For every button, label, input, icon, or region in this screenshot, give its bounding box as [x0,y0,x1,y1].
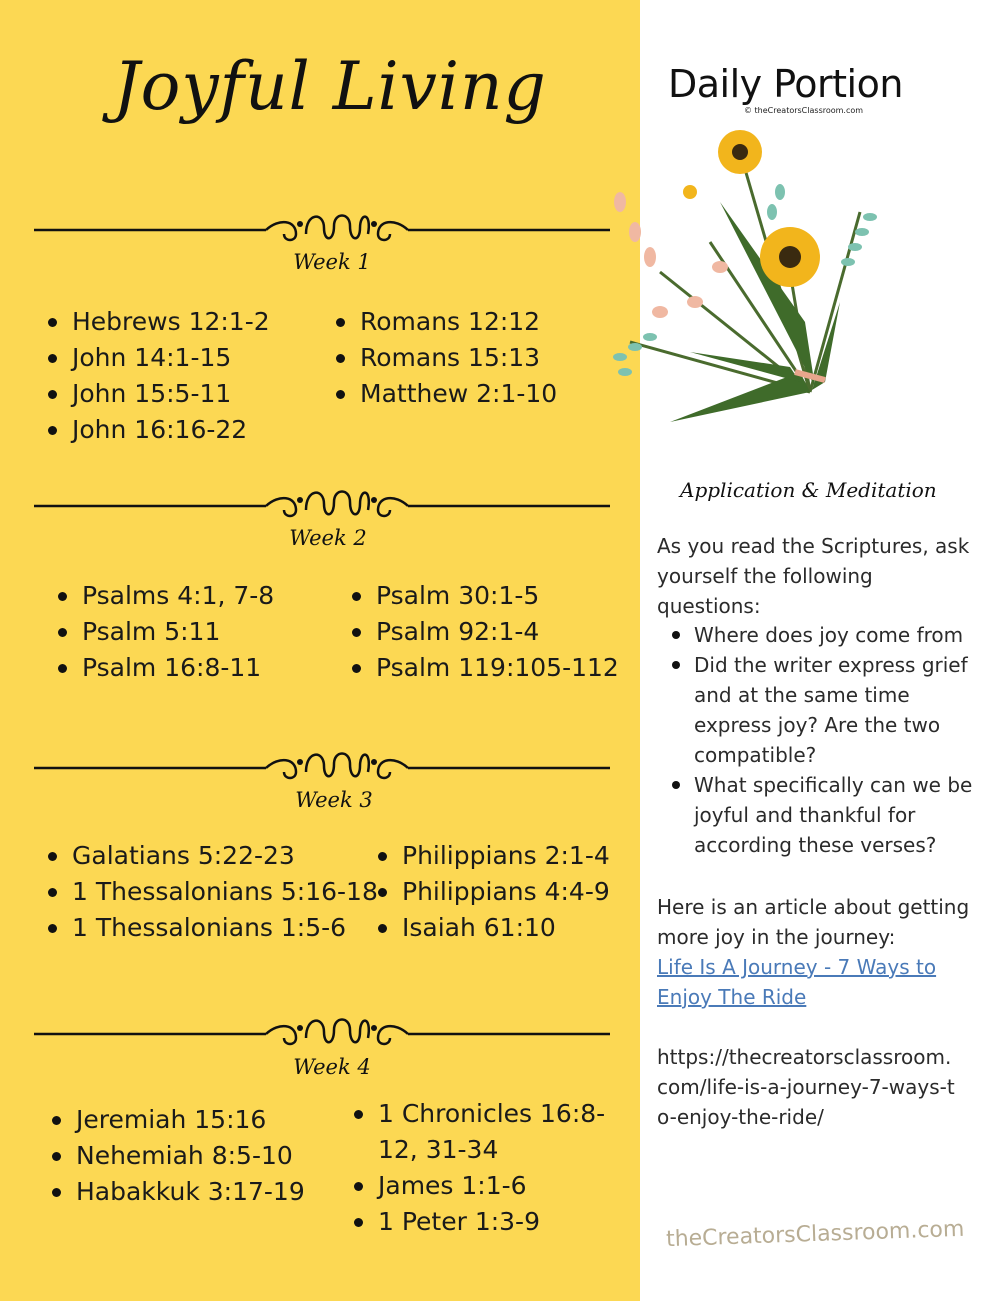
week-4-list-left [50,1102,305,1210]
verse-item: John 16:16-22 [72,412,270,448]
verse-item: Romans 12:12 [360,304,557,340]
verse-item: Jeremiah 15:16 [76,1102,305,1138]
article-link[interactable]: Life Is A Journey - 7 Ways to Enjoy The Ride [657,955,937,1009]
verse-item: 1 Thessalonians 1:5-6 [72,910,378,946]
questions-list [694,620,974,860]
application-meditation-heading: Application & Meditation [680,478,937,502]
verse-item: James 1:1-6 [378,1168,628,1204]
article-intro-text: Here is an article about getting more joy in the journey: [657,895,970,949]
week-2-label: Week 2 [289,526,367,550]
question-item: What specifically can we be joyful and thankful for according these verses? [694,770,974,860]
verse-item: John 15:5-11 [72,376,270,412]
verse-item: Romans 15:13 [360,340,557,376]
week-4-label: Week 4 [293,1055,371,1079]
verse-item: Philippians 4:4-9 [402,874,610,910]
ornament-divider [34,482,610,532]
article-url-text: https://thecreatorsclassroom.com/life-is-a-journey-7-ways-to-enjoy-the-ride/ [657,1045,955,1129]
question-item: Did the writer express grief and at the same time express joy? Are the two compatible? [694,650,974,770]
verse-item: Psalm 5:11 [82,614,274,650]
verse-item: Psalm 30:1-5 [376,578,619,614]
verse-item: Psalm 16:8-11 [82,650,274,686]
ornament-divider [34,206,610,256]
copyright-text: © theCreatorsClassroom.com [744,106,864,115]
ornament-divider [34,744,610,794]
week-2-list-right [350,578,619,686]
verse-item: Matthew 2:1-10 [360,376,557,412]
page-title: Joyful Living [113,48,547,125]
question-item: Where does joy come from [694,620,974,650]
verse-item: Psalm 92:1-4 [376,614,619,650]
week-1-list-right [334,304,557,412]
verse-item: Hebrews 12:1-2 [72,304,270,340]
intro-text: As you read the Scriptures, ask yourself the following questions: [657,534,970,618]
verse-item: Isaiah 61:10 [402,910,610,946]
week-4-list-right [352,1096,628,1240]
verse-item: Psalm 119:105-112 [376,650,619,686]
verse-item: 1 Chronicles 16:8-12, 31-34 [378,1096,628,1168]
verse-item: Habakkuk 3:17-19 [76,1174,305,1210]
verse-item: 1 Thessalonians 5:16-18 [72,874,378,910]
verse-item: Nehemiah 8:5-10 [76,1138,305,1174]
daily-portion-heading: Daily Portion [668,62,903,106]
week-1-label: Week 1 [293,250,371,274]
week-2-list-left [56,578,274,686]
verse-item: Galatians 5:22-23 [72,838,378,874]
verse-item: Philippians 2:1-4 [402,838,610,874]
week-3-label: Week 3 [295,788,373,812]
ornament-divider [34,1010,610,1060]
week-3-list-right [376,838,610,946]
brand-watermark: theCreatorsClassroom.com [665,1216,965,1253]
week-1-list-left [46,304,270,448]
verse-item: John 14:1-15 [72,340,270,376]
week-3-list-left [46,838,378,946]
verse-item: Psalms 4:1, 7-8 [82,578,274,614]
verse-item: 1 Peter 1:3-9 [378,1204,628,1240]
flower-bouquet-illustration [600,122,890,452]
